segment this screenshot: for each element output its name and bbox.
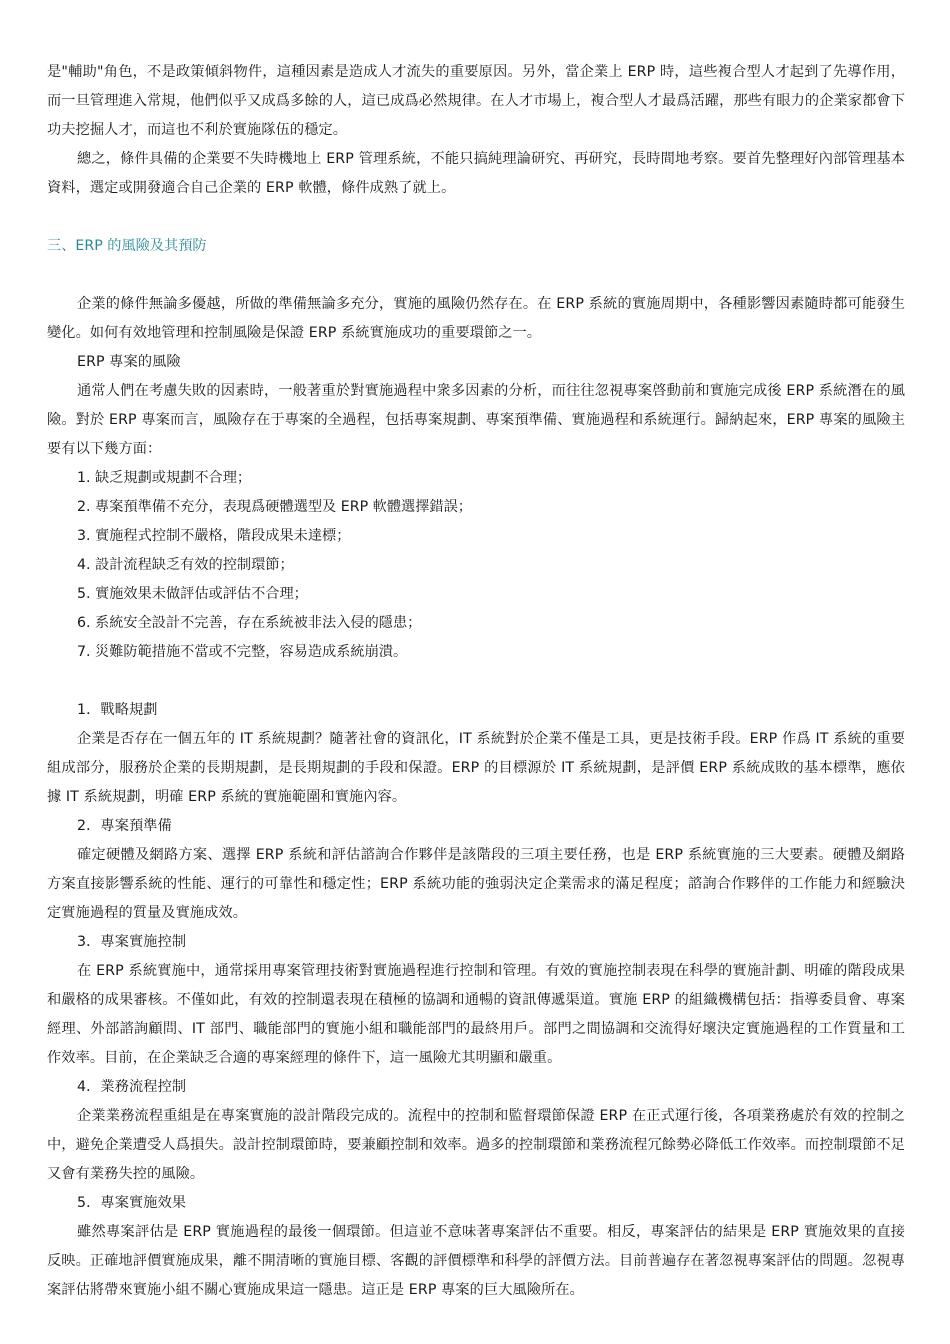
risk-list-item: 7. 災難防範措施不當或不完整，容易造成系統崩潰。 — [77, 644, 408, 660]
section-paragraph-2: 通常人們在考慮失敗的因素時，一般著重於對實施過程中衆多因素的分析，而往往忽視專案啓動前和實施完成後 ERP 系統潛在的風險。對於 ERP 專案而言，風險存在于專案的全過程，包括專案規劃、專案預準備、實施過程和系統運行。歸納起來，ERP 專案的風險主要有以下幾方面： — [47, 383, 905, 457]
risk-list-item: 5. 實施效果未做評估或評估不合理； — [77, 586, 308, 602]
risk-list-item: 2. 專案預準備不充分，表現爲硬體選型及 ERP 軟體選擇錯誤； — [77, 499, 472, 515]
risk-list — [47, 464, 905, 667]
document-page — [47, 58, 905, 1305]
section-heading: 三、ERP 的風險及其預防 — [47, 238, 207, 254]
subsection-body-process: 企業業務流程重組是在專案實施的設計階段完成的。流程中的控制和監督環節保證 ERP 在正式運行後，各項業務處於有效的控制之中，避免企業遭受人爲損失。設計控制環節時，要兼顧控制和效率。過多的控制環節和業務流程冗餘勢必降低工作效率。而控制環節不足又會有業務失控的風險。 — [47, 1108, 905, 1182]
subsection-body-strategy: 企業是否存在一個五年的 IT 系統規劃？隨著社會的資訊化，IT 系統對於企業不僅是工具，更是技術手段。ERP 作爲 IT 系統的重要組成部分，服務於企業的長期規劃，是長期規劃的手段和保證。ERP 的目標源於 IT 系統規劃，是評價 ERP 系統成敗的基本標準，應依據 IT 系統規劃，明確 ERP 系統的實施範圍和實施內容。 — [47, 731, 905, 805]
subsection-body-implementation: 在 ERP 系統實施中，通常採用專案管理技術對實施過程進行控制和管理。有效的實施控制表現在科學的實施計劃、明確的階段成果和嚴格的成果審核。不僅如此，有效的控制還表現在積極的協調和通暢的資訊傳遞渠道。實施 ERP 的組織機構包括：指導委員會、專案經理、外部諮詢顧問、IT 部門、職能部門的實施小組和職能部門的最終用戶。部門之間協調和交流得好壞決定實施過程的工作質量和工作效率。目前，在企業缺乏合適的專案經理的條件下，這一風險尤其明顯和嚴重。 — [47, 963, 905, 1066]
subsection-title-implementation: 3．專案實施控制 — [77, 934, 187, 950]
risk-list-item: 3. 實施程式控制不嚴格，階段成果未達標； — [77, 528, 351, 544]
subsection-title-strategy: 1．戰略規劃 — [77, 702, 158, 718]
intro-paragraph-1: 是"輔助"角色，不是政策傾斜物件，這種因素是造成人才流失的重要原因。另外，當企業上 ERP 時，這些複合型人才起到了先導作用，而一旦管理進入常規，他們似乎又成爲多餘的人，這已成爲必然規律。在人才市場上，複合型人才最爲活躍，那些有眼力的企業家都會下功夫挖掘人才，而這也不利於實施隊伍的穩定。 — [47, 64, 905, 138]
subsection-body-preparation: 確定硬體及網路方案、選擇 ERP 系統和評估諮詢合作夥伴是該階段的三項主要任務，也是 ERP 系統實施的三大要素。硬體及網路方案直接影響系統的性能、運行的可靠性和穩定性；ERP 系統功能的強弱決定企業需求的滿足程度；諮詢合作夥伴的工作能力和經驗決定實施過程的質量及實施成效。 — [47, 847, 905, 921]
risk-list-item: 4. 設計流程缺乏有效的控制環節； — [77, 557, 294, 573]
subsection-body-evaluation: 雖然專案評估是 ERP 實施過程的最後一個環節。但這並不意味著專案評估不重要。相反，專案評估的結果是 ERP 實施效果的直接反映。正確地評價實施成果，離不開清晰的實施目標、客觀的評價標準和科學的評價方法。目前普遍存在著忽視專案評估的問題。忽視專案評估將帶來實施小組不關心實施成果這一隱患。這正是 ERP 專案的巨大風險所在。 — [47, 1224, 905, 1298]
subsection-title-evaluation: 5．專案實施效果 — [77, 1195, 187, 1211]
risk-list-item: 6. 系統安全設計不完善，存在系統被非法入侵的隱患； — [77, 615, 422, 631]
risk-list-item: 1. 缺乏規劃或規劃不合理； — [77, 470, 252, 486]
intro-paragraph-2: 總之，條件具備的企業要不失時機地上 ERP 管理系統，不能只搞純理論研究、再研究，長時間地考察。要首先整理好內部管理基本資料，選定或開發適合自己企業的 ERP 軟體，條件成熟了就上。 — [47, 151, 905, 196]
section-subheading: ERP 專案的風險 — [77, 354, 181, 370]
section-paragraph-1: 企業的條件無論多優越，所做的準備無論多充分，實施的風險仍然存在。在 ERP 系統的實施周期中，各種影響因素隨時都可能發生變化。如何有效地管理和控制風險是保證 ERP 系統實施成功的重要環節之一。 — [47, 296, 905, 341]
subsection-title-process: 4．業務流程控制 — [77, 1079, 187, 1095]
subsection-title-preparation: 2．專案預準備 — [77, 818, 172, 834]
